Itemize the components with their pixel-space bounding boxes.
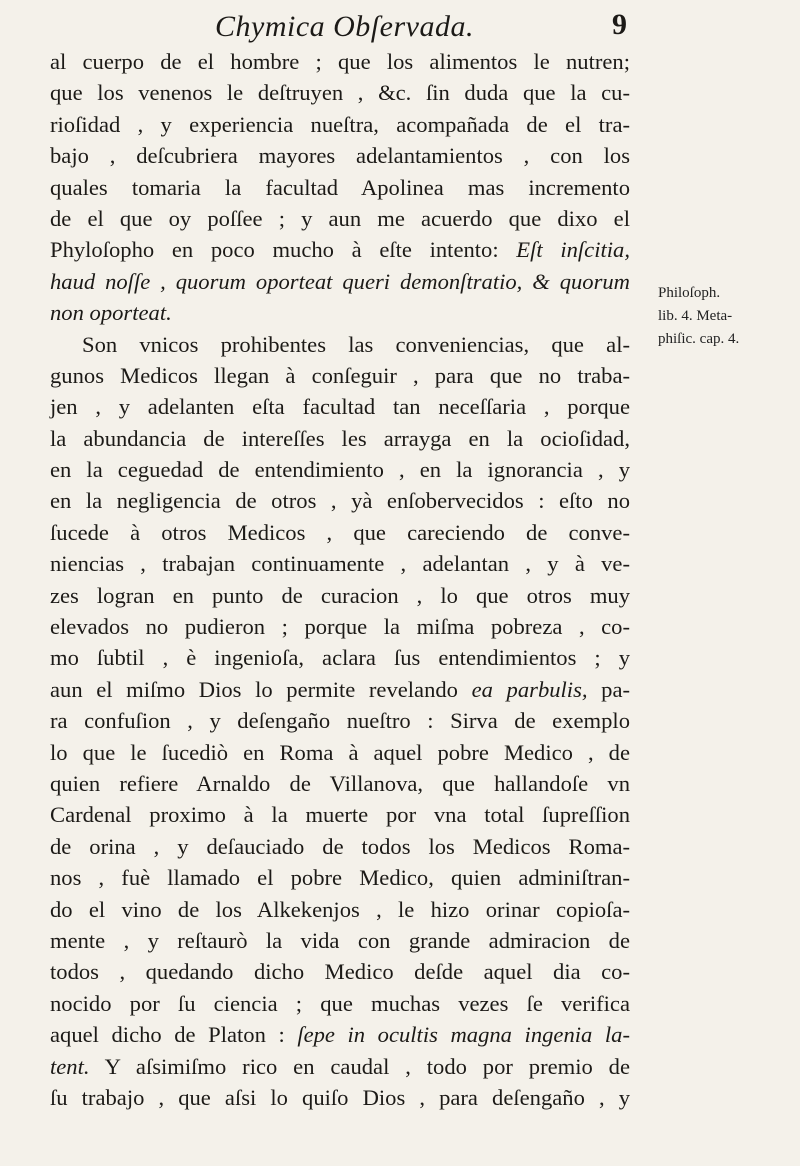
text-segment: mente , y reſtaurò la vida con grande admiracion de (50, 927, 630, 953)
text-line (50, 642, 630, 673)
text-segment: que los venenos le deſtruyen , &c. ſin duda que la cu- (50, 80, 630, 106)
latin-quote-text: tent. (50, 1053, 90, 1079)
text-segment: todos , quedando dicho Medico deſde aquel dia co- (50, 959, 630, 985)
text-segment: bajo , deſcubriera mayores adelantamientos , con los (50, 143, 630, 169)
text-segment: ſucede à otros Medicos , que careciendo de conve- (50, 519, 630, 545)
text-segment: ra confuſion , y deſengaño nueſtro : Sirva de exemplo (50, 708, 630, 734)
text-segment: aquel dicho de Platon : (50, 1022, 298, 1048)
body-text (50, 46, 630, 1113)
text-line (50, 768, 630, 799)
text-line (50, 737, 630, 768)
latin-quote-text: ea parbulis, (471, 676, 588, 702)
latin-quote-text: ſepe in ocultis magna ingenia la- (297, 1022, 630, 1048)
text-line (50, 423, 630, 454)
text-segment: mo ſubtil , è ingenioſa, aclara ſus entendimientos ; y (50, 645, 630, 671)
text-line (50, 360, 630, 391)
text-line (50, 517, 630, 548)
latin-quote-text: haud noſſe , quorum oporteat queri demonſtratio, & quorum (50, 268, 630, 294)
text-line (50, 705, 630, 736)
margin-note-line: phiſic. cap. 4. (658, 331, 740, 347)
text-line (50, 1019, 630, 1050)
text-segment: quales tomaria la facultad Apolinea mas incremento (50, 174, 630, 200)
text-line (50, 172, 630, 203)
page-header (0, 8, 800, 48)
text-segment: niencias , trabajan continuamente , adelantan , y à ve- (50, 551, 630, 577)
text-segment: en la negligencia de otros , yà enſobervecidos : eſto no (50, 488, 630, 514)
text-line (50, 297, 630, 328)
text-line (50, 580, 630, 611)
text-line (50, 46, 630, 77)
text-segment: de orina , y deſauciado de todos los Medicos Roma- (50, 833, 630, 859)
text-segment: elevados no pudieron ; porque la miſma pobreza , co- (50, 614, 630, 640)
text-line (50, 862, 630, 893)
latin-quote-text: Eſt inſcitia, (516, 237, 630, 263)
text-line (50, 454, 630, 485)
text-line (50, 1051, 630, 1082)
text-line (50, 925, 630, 956)
text-segment: al cuerpo de el hombre ; que los alimentos le nutren; (50, 49, 630, 74)
text-segment: en la ceguedad de entendimiento , en la ignorancia , y (50, 457, 630, 483)
text-segment: la abundancia de intereſſes les arrayga en la ocioſidad, (50, 425, 630, 451)
text-line (50, 77, 630, 108)
text-line (50, 1082, 630, 1113)
text-segment: quien refiere Arnaldo de Villanova, que hallandoſe vn (50, 770, 630, 796)
text-line (50, 956, 630, 987)
text-line (50, 109, 630, 140)
text-segment: nos , fuè llamado el pobre Medico, quien adminiſtran- (50, 865, 630, 891)
text-segment: aun el miſmo Dios lo permite revelando (50, 676, 472, 702)
text-segment: do el vino de los Alkekenjos , le hizo orinar copioſa- (50, 896, 630, 922)
page-number: 9 (612, 8, 627, 41)
text-line (50, 203, 630, 234)
text-line (50, 234, 630, 265)
text-line (50, 391, 630, 422)
text-line (50, 799, 630, 830)
text-line (50, 674, 630, 705)
text-segment: jen , y adelanten eſta facultad tan neceſſaria , porque (50, 394, 630, 420)
text-segment: rioſidad , y experiencia nueſtra, acompañada de el tra- (50, 111, 630, 137)
text-line (50, 140, 630, 171)
margin-note-line: Philoſoph. (658, 285, 721, 301)
text-segment: Cardenal proximo à la muerte por vna total ſupreſſion (50, 802, 630, 828)
text-line (50, 611, 630, 642)
text-line (50, 548, 630, 579)
text-segment: Phyloſopho en poco mucho à eſte intento: (50, 237, 517, 263)
margin-note (658, 282, 798, 351)
text-segment: gunos Medicos llegan à conſeguir , para que no traba- (50, 362, 630, 388)
latin-quote-text: non oporteat. (50, 300, 172, 326)
text-line (50, 266, 630, 297)
text-segment: zes logran en punto de curacion , lo que otros muy (50, 582, 630, 608)
text-segment: Son vnicos prohibentes las conveniencias, que al- (82, 331, 630, 357)
text-segment: pa- (587, 676, 630, 702)
text-line (50, 329, 630, 360)
text-line (50, 894, 630, 925)
text-segment: Y aſsimiſmo rico en caudal , todo por premio de (89, 1053, 630, 1079)
text-line (50, 988, 630, 1019)
text-segment: lo que le ſucediò en Roma à aquel pobre Medico , de (50, 739, 630, 765)
text-segment: ſu trabajo , que aſsi lo quiſo Dios , para deſengaño , y (50, 1084, 630, 1110)
text-segment: nocido por ſu ciencia ; que muchas vezes ſe verifica (50, 990, 630, 1016)
text-segment: de el que oy poſſee ; y aun me acuerdo que dixo el (50, 205, 630, 231)
running-head: Chymica Obſervada. (215, 10, 474, 43)
text-line (50, 831, 630, 862)
text-line (50, 485, 630, 516)
margin-note-line: lib. 4. Meta- (658, 308, 733, 324)
